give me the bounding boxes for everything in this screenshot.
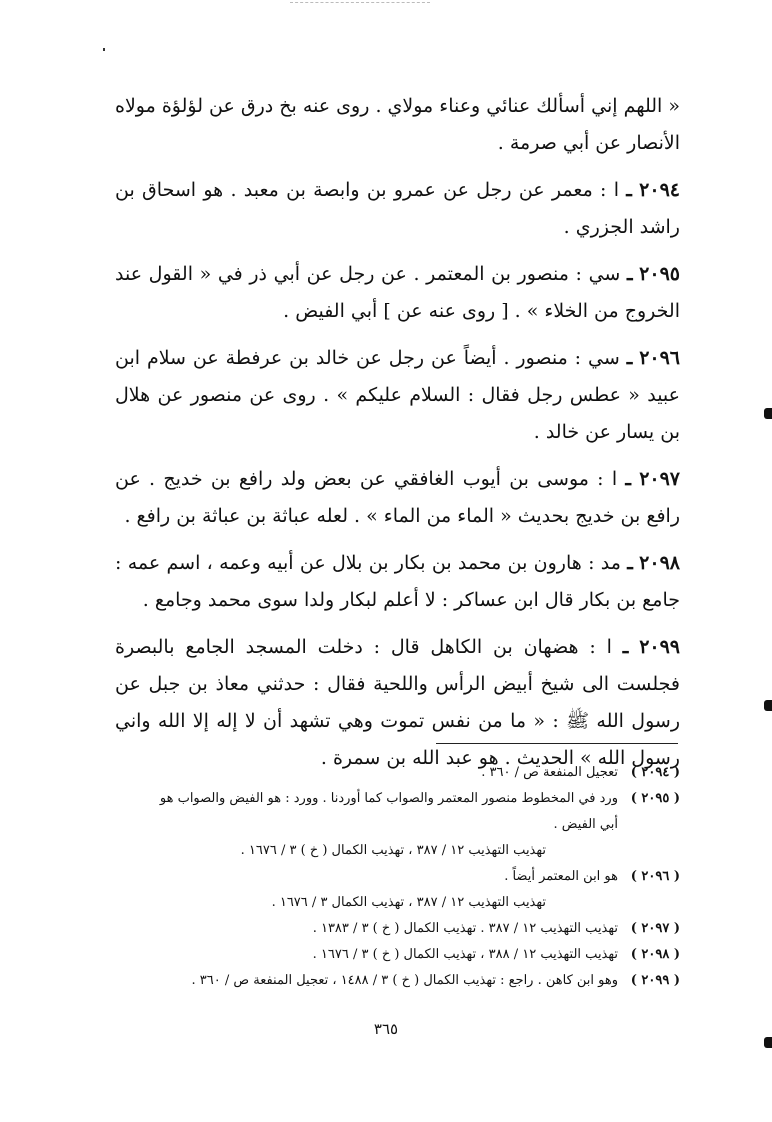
- footnote-text: وهو ابن كاهن . راجع : تهذيب الكمال ( خ ) ٣ / ١٤٨٨ ، تعجيل المنفعة ص / ٣٦٠ .: [191, 973, 618, 988]
- entry-number: ٢٠٩٥: [639, 263, 680, 285]
- entry-text: سي : منصور . أيضاً عن رجل عن خالد بن عرفطة عن سلام ابن عبيد « عطس رجل فقال : السلام عليكم » . روى عن منصور عن هلال بن يسار عن خالد .: [115, 347, 680, 443]
- entry-number: ٢٠٩٤: [639, 179, 680, 201]
- entry-separator: ـ: [625, 468, 631, 490]
- entry-text: ا : معمر عن رجل عن عمرو بن وابصة بن معبد . هو اسحاق بن راشد الجزري .: [115, 179, 680, 238]
- footnote-text: تهذيب التهذيب ١٢ / ٣٨٧ . تهذيب الكمال ( خ ) ٣ / ١٣٨٣ .: [312, 921, 618, 936]
- entry-number: ٢٠٩٩: [639, 636, 681, 658]
- entry-text: سي : منصور بن المعتمر . عن رجل عن أبي ذر في « القول عند الخروج من الخلاء » . [ روى عنه عن ] أبي الفيض .: [115, 263, 680, 322]
- footnote-2099: [115, 968, 680, 994]
- main-text: [115, 88, 680, 787]
- footnote-text: أبي الفيض .: [553, 817, 618, 832]
- footnote-2098: [115, 942, 680, 968]
- entry-number: ٢٠٩٧: [639, 468, 681, 490]
- footnotes: [115, 760, 680, 994]
- footnote-ref: ( ٢٠٩٨ ): [630, 947, 680, 962]
- entry-2096: [115, 340, 680, 451]
- entry-separator: ـ: [626, 179, 632, 201]
- entry-2094: [115, 172, 680, 246]
- entry-separator: ـ: [627, 552, 633, 574]
- entry-2099: [115, 629, 680, 777]
- footnote-text: تعجيل المنفعة ص / ٣٦٠ .: [481, 765, 618, 780]
- footnote-divider: [436, 743, 678, 744]
- entry-text: ا : موسى بن أيوب الغافقي عن بعض ولد رافع بن خديج . عن رافع بن خديج بحديث « الماء من الماء » . لعله عباثة بن عباثة بن رافع .: [115, 468, 680, 527]
- entry-2098: [115, 545, 680, 619]
- footnote-2094: [115, 760, 680, 786]
- footnote-text: تهذيب التهذيب ١٢ / ٣٨٨ ، تهذيب الكمال ( خ ) ٣ / ١٦٧٦ .: [312, 947, 618, 962]
- entry-separator: ـ: [626, 263, 633, 285]
- footnote-ref: ( ٢٠٩٥ ): [630, 791, 680, 806]
- entry-text: مد : هارون بن محمد بن بكار بن بلال عن أبيه وعمه ، اسم عمه : جامع بن بكار قال ابن عساكر : لا أعلم لبكار ولدا سوى محمد وجامع .: [115, 552, 680, 611]
- footnote-2095: [115, 786, 680, 864]
- footnote-2097: [115, 916, 680, 942]
- page-edge-mark: [764, 408, 772, 419]
- page-edge-mark: [764, 700, 772, 711]
- footnote-text: ورد في المخطوط منصور المعتمر والصواب كما أوردنا . وورد : هو الفيض والصواب هو: [159, 791, 618, 806]
- footnote-text: هو ابن المعتمر أيضاً .: [504, 869, 618, 884]
- footnote-ref: ( ٢٠٩٦ ): [630, 869, 680, 884]
- page-number: ٣٦٥: [373, 1020, 399, 1038]
- entry-text: ا : هضهان بن الكاهل قال : دخلت المسجد الجامع بالبصرة فجلست الى شيخ أبيض الرأس واللحية فقال : حدثني معاذ بن جبل عن رسول الله ﷺ : « ما من نفس تموت وهي تشهد أن لا إله إلا الله واني رسول الله » الحديث . هو عبد الله بن سمرة .: [115, 636, 680, 769]
- footnote-ref: ( ٢٠٩٩ ): [630, 973, 680, 988]
- footnote-source: تهذيب التهذيب ١٢ / ٣٨٧ ، تهذيب الكمال ( خ ) ٣ / ١٦٧٦ .: [240, 843, 546, 858]
- scan-edge-line: [290, 2, 430, 3]
- footnote-ref: ( ٢٠٩٤ ): [630, 765, 680, 780]
- footnote-ref: ( ٢٠٩٧ ): [630, 921, 680, 936]
- entry-2095: [115, 256, 680, 330]
- entry-number: ٢٠٩٨: [639, 552, 680, 574]
- entry-separator: ـ: [622, 636, 629, 658]
- entry-number: ٢٠٩٦: [639, 347, 681, 369]
- page-edge-mark: [764, 1037, 772, 1048]
- scan-speck: [103, 48, 105, 51]
- entry-separator: ـ: [626, 347, 633, 369]
- footnote-2096: [115, 864, 680, 916]
- entry-2097: [115, 461, 680, 535]
- intro-paragraph: « اللهم إني أسألك عنائي وعناء مولاي . روى عنه بخ درق عن لؤلؤة مولاه الأنصار عن أبي صرمة .: [115, 95, 680, 154]
- footnote-source: تهذيب التهذيب ١٢ / ٣٨٧ ، تهذيب الكمال ٣ / ١٦٧٦ .: [271, 895, 546, 910]
